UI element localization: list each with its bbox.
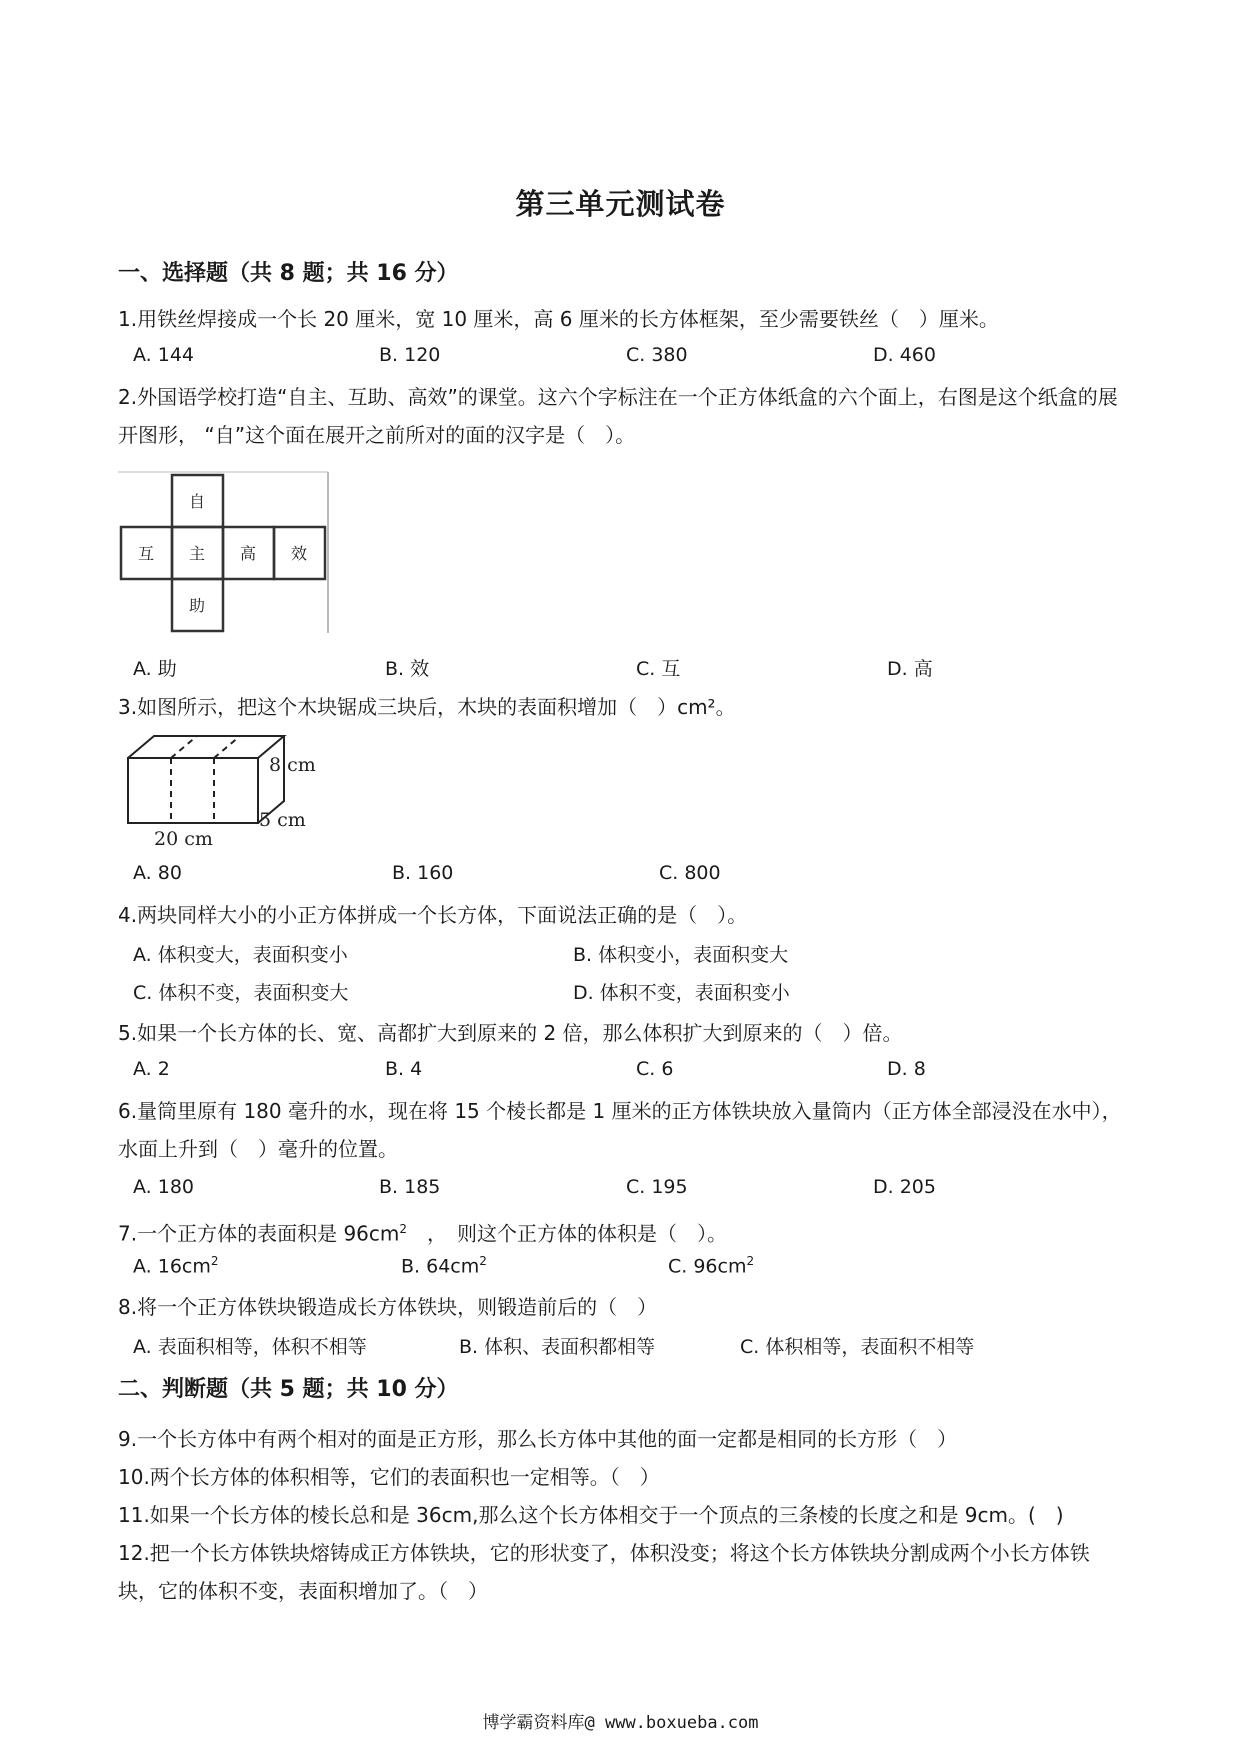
option-b: B. 体积变小，表面积变大 (573, 944, 789, 966)
option-d: D. 体积不变，表面积变小 (573, 982, 790, 1004)
question-12: 12.把一个长方体铁块熔铸成正方体铁块，它的形状变了，体积没变；将这个长方体铁块分割成两个小长方体铁块，它的体积不变，表面积增加了。（ ） (118, 1541, 1090, 1603)
option-a: A. 180 (133, 1176, 195, 1198)
question-3: 3.如图所示，把这个木块锯成三块后，木块的表面积增加（ ）cm²。 (118, 695, 736, 719)
footer-watermark: 博学霸资料库@ www.boxueba.com (482, 1713, 759, 1733)
net-label-right2: 效 (290, 544, 308, 563)
cut-line-2-top (214, 736, 240, 758)
depth-label: 5 cm (259, 809, 306, 831)
cuboid-front-face (128, 758, 258, 823)
option-b: B. 185 (379, 1176, 441, 1198)
cuboid-top-face (128, 736, 284, 758)
option-c: C. 6 (636, 1058, 674, 1080)
section-heading-judgment: 二、判断题（共 5 题；共 10 分） (118, 1377, 459, 1402)
option-d: D. 高 (887, 658, 933, 680)
option-b: B. 体积、表面积都相等 (459, 1336, 656, 1358)
question-2-options (133, 654, 1133, 684)
question-10: 10.两个长方体的体积相等，它们的表面积也一定相等。（ ） (118, 1465, 660, 1489)
superscript: 2 (399, 1222, 408, 1236)
question-8: 8.将一个正方体铁块锻造成长方体铁块，则锻造前后的（ ） (118, 1295, 658, 1319)
question-5: 5.如果一个长方体的长、宽、高都扩大到原来的 2 倍，那么体积扩大到原来的（ ）倍。 (118, 1021, 903, 1045)
question-8-options (133, 1332, 1133, 1362)
cube-net-figure (116, 470, 334, 635)
net-label-top: 自 (188, 492, 206, 511)
option-a: A. 助 (133, 658, 177, 680)
option-c: C. 800 (659, 862, 721, 884)
option-c: C. $96cm^2$ (668, 1254, 755, 1278)
question-1-options (133, 344, 1133, 374)
question-5-options (133, 1058, 1133, 1088)
net-label-bottom: 助 (188, 596, 206, 615)
net-label-left: 互 (137, 544, 155, 563)
question-6-options (133, 1176, 1133, 1206)
option-d: D. 460 (873, 344, 936, 366)
option-b: B. 160 (392, 862, 454, 884)
option-b: B. 120 (379, 344, 441, 366)
length-label: 20 cm (154, 828, 213, 850)
question-11: 11.如果一个长方体的棱长总和是 36cm,那么这个长方体相交于一个顶点的三条棱的长度之和是 9cm。( ) (118, 1503, 1064, 1527)
option-b: B. 4 (385, 1058, 423, 1080)
option-a: A. 2 (133, 1058, 170, 1080)
option-a: A. 80 (133, 862, 182, 884)
option-a: A. 144 (133, 344, 195, 366)
question-7-text: 7.一个正方体的表面积是 96cm (118, 1221, 400, 1246)
question-2: 2.外国语学校打造“自主、互助、高效”的课堂。这六个字标注在一个正方体纸盒的六个面上，右图是这个纸盒的展开图形， “自”这个面在展开之前所对的面的汉字是（ ）。 (118, 385, 1118, 447)
net-label-right1: 高 (239, 544, 257, 563)
option-c: C. 体积相等，表面积不相等 (740, 1336, 975, 1358)
question-1: 1.用铁丝焊接成一个长 20 厘米，宽 10 厘米，高 6 厘米的长方体框架，至少需要铁丝（ ）厘米。 (118, 307, 999, 331)
option-a: A. 表面积相等，体积不相等 (133, 1336, 367, 1358)
option-a: A. $16cm^2$ (133, 1254, 219, 1278)
question-7-options (133, 1254, 1133, 1284)
height-label: 8 cm (269, 754, 316, 776)
option-c: C. 380 (626, 344, 688, 366)
option-a: A. 体积变大，表面积变小 (133, 944, 348, 966)
question-4-options-row1 (133, 940, 1133, 970)
option-c: C. 体积不变，表面积变大 (133, 982, 349, 1004)
option-b: B. $64cm^2$ (401, 1254, 487, 1278)
question-3-options (133, 862, 1133, 892)
section-heading-choice: 一、选择题（共 8 题；共 16 分） (118, 261, 459, 286)
question-4: 4.两块同样大小的小正方体拼成一个长方体，下面说法正确的是（ ）。 (118, 903, 748, 927)
option-b: B. 效 (385, 658, 430, 680)
question-7-text-end: ， 则这个正方体的体积是（ ）。 (407, 1221, 728, 1246)
question-6: 6.量筒里原有 180 毫升的水，现在将 15 个棱长都是 1 厘米的正方体铁块放入量筒内（正方体全部浸没在水中），水面上升到（ ）毫升的位置。 (118, 1099, 1122, 1161)
page-title: 第三单元测试卷 (515, 187, 726, 221)
question-4-options-row2 (133, 978, 1133, 1008)
net-label-center: 主 (188, 544, 206, 563)
question-7 (118, 1210, 1128, 1253)
option-d: D. 205 (873, 1176, 936, 1198)
option-c: C. 互 (636, 658, 681, 680)
cut-line-1-top (171, 736, 197, 758)
option-d: D. 8 (887, 1058, 926, 1080)
question-9: 9.一个长方体中有两个相对的面是正方形，那么长方体中其他的面一定都是相同的长方形（ ） (118, 1427, 958, 1451)
option-c: C. 195 (626, 1176, 688, 1198)
cuboid-figure (124, 730, 334, 855)
